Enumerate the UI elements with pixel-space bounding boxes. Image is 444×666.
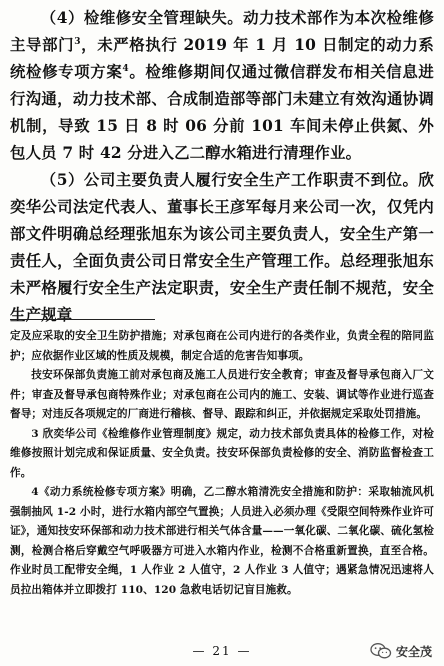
footnote-ref-4[interactable]: 4 [122, 63, 129, 74]
watermark-label: 安全茂 [395, 644, 432, 659]
paragraph-4-part-3: 。检维修期间仅通过微信群发布相关信息进行沟通，动力技术部、合成制造部等部门未建立有效沟通协调机制，导致 15 日 8 时 06 分前 101 车间未停止供氮、外包人员 7 时 42 分进入乙二醇水箱进行清理作业。 [10, 63, 434, 162]
paragraph-4-part-1: （4）检维修安全管理缺失。动力技术部作为本次检维修主导部门 [10, 9, 434, 54]
wechat-icon [370, 642, 392, 660]
footnote-continued-2: 技安环保部负责施工前对承包商及施工人员进行安全教育；审查及督导承包商入厂文件；审查及督导承包商特殊作业；对承包商在公司内的施工、安装、调试等作业进行巡查督导；对违反各项规定的厂商进行稽核、督导、跟踪和纠正，并依据规定采取处罚措施。 [10, 369, 434, 420]
paragraph-4 [10, 5, 434, 167]
footnote-continued: 定及应采取的安全卫生防护措施；对承包商在公司内进行的各类作业，负责全程的陪同监护；应依据作业区域的性质及规模，制定合适的危害告知事项。 [10, 330, 434, 362]
footnote-ref-3[interactable]: 3 [74, 36, 81, 47]
body-text [10, 5, 434, 329]
footnote-3: 3 欣奕华公司《检维修作业管理制度》规定，动力技术部负责具体的检修工作，对检维修按照计划完成和保证质量、安全负责。技安环保部负责检修的安全、消防监督检查工作。 [10, 427, 434, 479]
page-footer [0, 641, 444, 661]
page-number: — 21 — [192, 644, 252, 658]
paragraph-4-part-2: ，未严格执行 2019 年 1 月 10 日制定的动力系统检修专项方案 [10, 36, 434, 81]
footnote-divider [10, 319, 155, 320]
footnote-4: 4《动力系统检修专项方案》明确，乙二醇水箱清洗安全措施和防护：采取轴流风机强制抽风 1-2 小时，进行水箱内部空气置换；人员进入必须办理《受限空间特殊作业许可证》，通知技安环保部和动力技术部进行相关气体含量——一氧化碳、二氧化碳、硫化氢检测，检测合格后穿戴空气呼吸器方可进入水箱内作业，检测不合格重新置换，直至合格。作业时员工配带安全绳，1 人作业 2 人值守，2 人作业 3 人值守；遇紧急情况迅速将人员拉出箱体并立即拨打 110、120 急救电话切记盲目施救。 [10, 486, 434, 596]
paragraph-5: （5）公司主要负责人履行安全生产工作职责不到位。欣奕华公司法定代表人、董事长王彦军每月来公司一次，仅凭内部文件明确总经理张旭东为该公司主要负责人，安全生产第一责任人，全面负责公司日常安全生产管理工作。总经理张旭东未严格履行安全生产法定职责，安全生产责任制不规范，安全生产规章 [10, 171, 434, 324]
watermark [370, 641, 432, 661]
footnotes [10, 327, 434, 600]
